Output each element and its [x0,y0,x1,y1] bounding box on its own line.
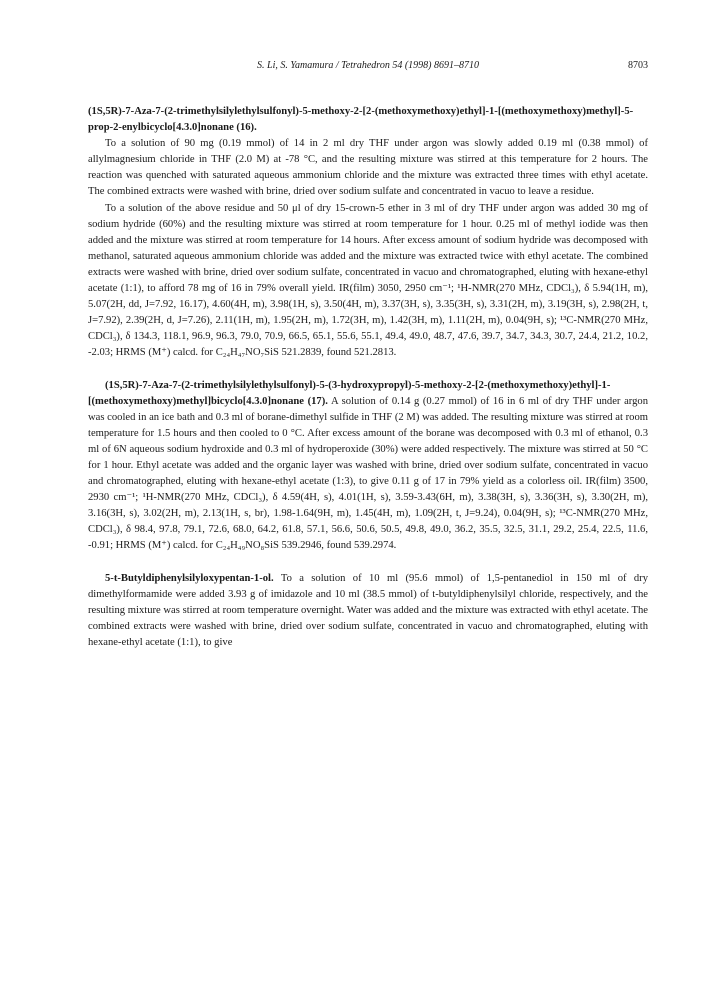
pentanol-title: 5-t-Butyldiphenylsilyloxypentan-1-ol. [105,572,274,584]
compound-16-title: (1S,5R)-7-Aza-7-(2-trimethylsilylethylsulfonyl)-5-methoxy-2-[2-(methoxymethoxy)ethyl]-1-[(methoxymethoxy)methyl]-5-prop-2-enylbicyclo[4.3.0]nonane (16). [88,106,634,134]
running-title: S. Li, S. Yamamura / Tetrahedron 54 (1998) 8691–8710 [257,60,479,71]
pentanol-paragraph [88,571,648,651]
running-head [88,60,648,76]
compound-16-paragraph-1: To a solution of 90 mg (0.19 mmol) of 14 in 2 ml dry THF under argon was slowly added 0.19 ml (0.38 mmol) of allylmagnesium chloride in THF (2.0 M) at -78 °C, and the resulting mixture was stirred at this temperature for 2 hours. The reaction was quenched with saturated aqueous ammonium chloride and the mixture was extracted three times with ethyl acetate. The combined extracts were washed with brine, dried over sodium sulfate and concentrated in vacuo to leave a residue. [88,138,648,198]
page-number: 8703 [628,60,648,71]
compound-17-body: A solution of 0.14 g (0.27 mmol) of 16 in 6 ml of dry THF under argon was cooled in an ice bath and 0.3 ml of borane-dimethyl sulfide in THF (2 M) was added. The resulting mixture was stirred at room temperature for 1.5 hours and then cooled to 0 °C. After excess amount of the borane was decomposed with 0.3 ml of ethanol, 0.3 ml of 6N aqueous sodium hydroxide and 0.3 ml of hydroperoxide (30%) were added respectively. The mixture was stirred at 50 °C for 1 hour. Ethyl acetate was added and the organic layer was washed with brine, dried over sodium sulfate, concentrated in vacuo and chromatographed, eluting with hexane-ethyl acetate (1:3), to give 0.11 g of 17 in 79% yield as a colorless oil. IR(film) 3500, 2930 cm⁻¹; ¹H-NMR(270 MHz, CDCl₃), δ 4.59(4H, s), 4.01(1H, s), 3.59-3.43(6H, m), 3.38(3H, s), 3.36(3H, s), 3.30(2H, m), 3.16(3H, s), 3.02(2H, m), 2.13(1H, s, br), 1.98-1.64(9H, m), 1.45(4H, m), 1.09(2H, t, J=9.24), 0.04(9H, s); ¹³C-NMR(270 MHz, CDCl₃), δ 98.4, 97.8, 79.1, 72.6, 68.0, 64.2, 61.8, 57.1, 56.6, 50.6, 50.5, 49.8, 49.0, 36.2, 35.5, 32.5, 31.1, 29.2, 25.4, 22.5, 11.6, -0.91; HRMS (M⁺) calcd. for C₂₄H₄₉NO₈SiS 539.2946, found 539.2974. [88,395,648,552]
journal-page [88,60,648,651]
compound-17-title: (1S,5R)-7-Aza-7-(2-trimethylsilylethylsulfonyl)-5-(3-hydroxypropyl)-5-methoxy-2-[2-(methoxymethoxy)ethyl]-1-[(methoxymethoxy)methyl]bicyclo[4.3.0]nonane (17). [88,379,611,407]
compound-17-section [88,378,648,555]
compound-16-paragraph-2: To a solution of the above residue and 50 μl of dry 15-crown-5 ether in 3 ml of dry THF under argon was added 30 mg of sodium hydride (60%) and the resulting mixture was stirred at room temperature for 1 hour. 0.25 ml of methyl iodide was then added and the mixture was stirred at room temperature for 14 hours. After excess amount of sodium hydride was decomposed with methanol, saturated aqueous ammonium chloride was added and the mixture was extracted twice with ethyl acetate. The combined extracts were washed with brine, dried over sodium sulfate, concentrated in vacuo and chromatographed, eluting with hexane-ethyl acetate (1:1), to afford 78 mg of 16 in 79% overall yield. IR(film) 3050, 2950 cm⁻¹; ¹H-NMR(270 MHz, CDCl₃), δ 5.94(1H, m), 5.07(2H, dd, J=7.92, 16.17), 4.60(4H, m), 3.98(1H, s), 3.50(4H, m), 3.37(3H, s), 3.35(3H, s), 3.31(2H, m), 3.19(3H, s), 2.98(2H, t, J=7.92), 2.39(2H, d, J=7.26), 2.11(1H, m), 1.95(2H, m), 1.72(3H, m), 1.42(3H, m), 1.11(2H, m), 0.04(9H, s); ¹³C-NMR(270 MHz, CDCl₃), δ 134.3, 118.1, 96.9, 96.3, 79.0, 70.9, 66.5, 65.1, 55.6, 55.1, 49.4, 49.0, 48.7, 47.6, 39.7, 34.7, 34.3, 30.7, 24.4, 21.2, 10.2, -2.03; HRMS (M⁺) calcd. for C₂₄H₄₇NO₇SiS 521.2839, found 521.2813. [88,202,648,359]
pentanol-body: To a solution of 10 ml (95.6 mmol) of 1,5-pentanediol in 150 ml of dry dimethylformamide were added 3.93 g of imidazole and 10 ml (38.5 mmol) of t-butyldiphenylsilyl chloride, respectively, and the resulting mixture was stirred at room temperature overnight. Water was added and the mixture was extracted with ethyl acetate. The combined extracts were washed with brine, dried over sodium sulfate, concentrated in vacuo and chromatographed, eluting with hexane-ethyl acetate (1:1), to give [88,572,649,648]
compound-16-section [88,104,648,362]
pentanol-section [88,571,648,651]
compound-17-paragraph [88,378,648,555]
